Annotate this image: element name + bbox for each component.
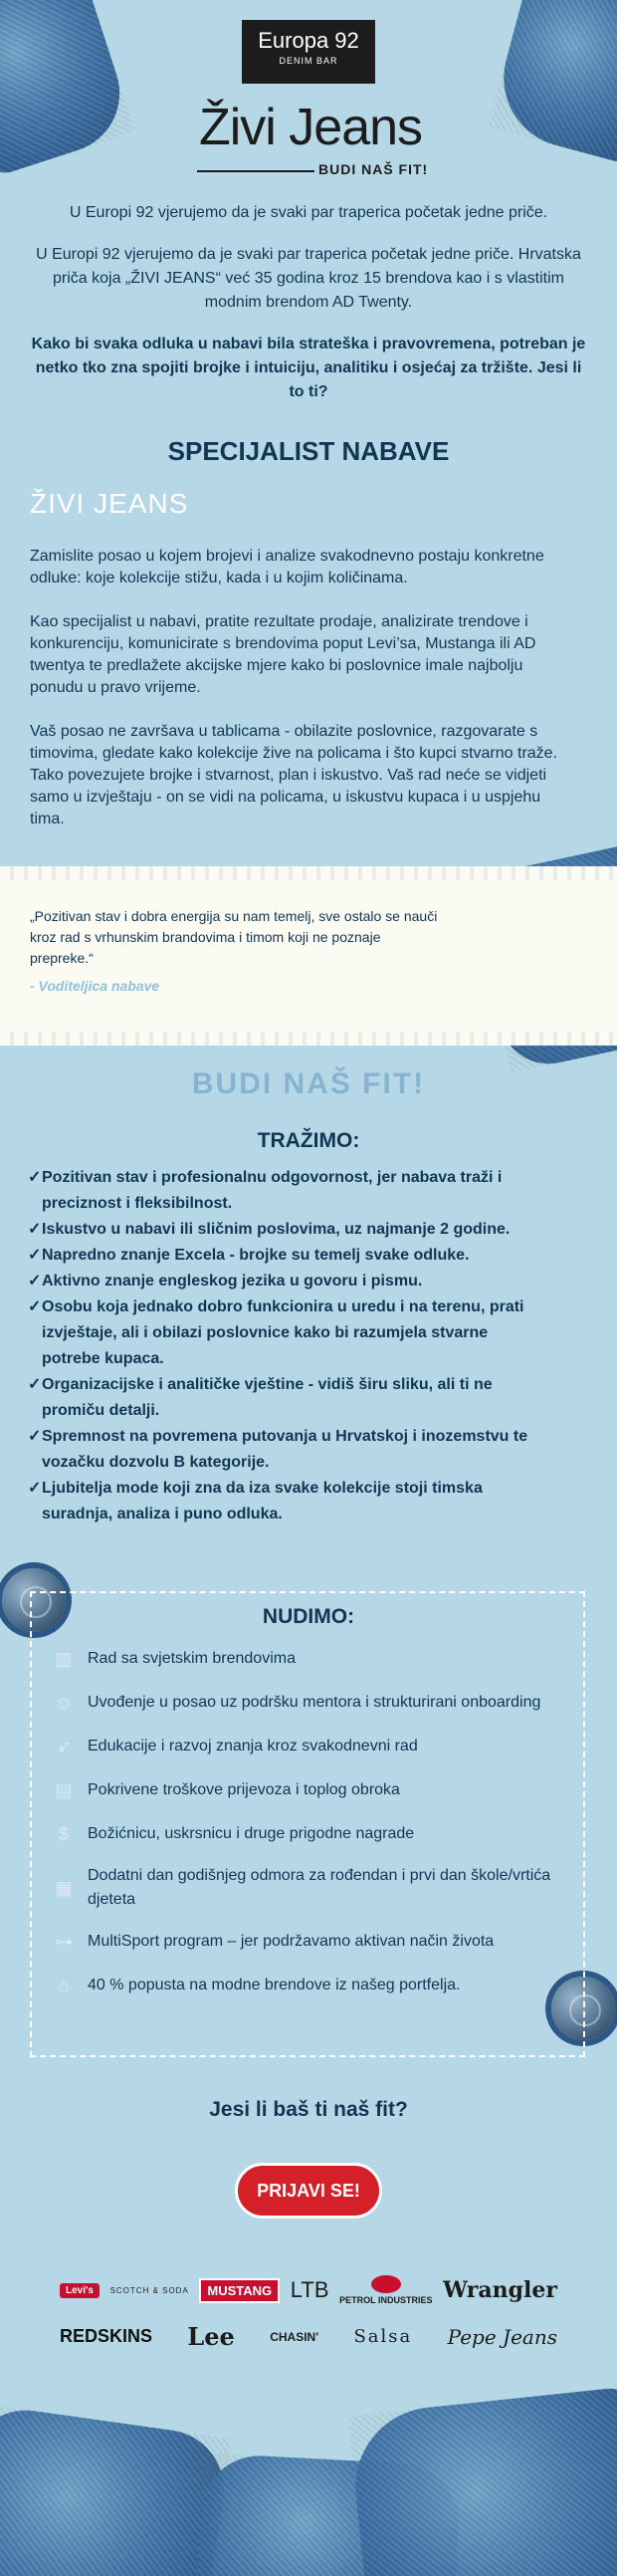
requirements-list bbox=[28, 1165, 545, 1527]
denim-patch-bottom-left bbox=[0, 2403, 232, 2576]
rocket-icon: ➶ bbox=[56, 1736, 72, 1756]
denim-patch-top-right bbox=[489, 0, 617, 166]
description-paragraph-3: Vaš posao ne završava u tablicama - obilazite poslovnice, razgovarate s timovima, gledate kako kolekcije žive na policama i što kupci stvarno traže. Tako povezujete brojke i stvarnost, plan i iskustvo. Vaš rad neće se vidjeti samo u izvještaju - on se vidi na policama, u iskustvu kupaca i u uspjehu tima. bbox=[30, 723, 558, 827]
apply-button[interactable]: PRIJAVI SE! bbox=[235, 2163, 382, 2219]
offer-item: ☺ Uvođenje u posao uz podršku mentora i strukturirani onboarding bbox=[50, 1689, 567, 1717]
requirement-item: ✓Spremnost na povremena putovanja u Hrvatskoj i inozemstvu te vozačku dozvolu B kategorije. bbox=[28, 1424, 545, 1476]
offer-item: ▤ Pokrivene troškove prijevoza i toplog obroka bbox=[50, 1776, 567, 1804]
check-icon: ✓ bbox=[28, 1247, 42, 1264]
offer-item: ⌂ 40 % popusta na modne brendove iz našeg portfelja. bbox=[50, 1972, 567, 1999]
offer-item: ▦ Dodatni dan godišnjeg odmora za rođendan i prvi dan škole/vrtića djeteta bbox=[50, 1864, 567, 1912]
check-icon: ✓ bbox=[28, 1169, 42, 1186]
chart-icon: ▥ bbox=[55, 1648, 73, 1669]
requirements-title: TRAŽIMO: bbox=[257, 1129, 360, 1152]
brand-logos-row-2 bbox=[60, 2322, 557, 2351]
tag-icon: ⌂ bbox=[58, 1975, 70, 1995]
denim-patch-bottom-right bbox=[347, 2385, 617, 2576]
quote-author: - Voditeljica nabave bbox=[30, 978, 160, 994]
redskins-logo[interactable]: REDSKINS bbox=[60, 2326, 153, 2346]
salsa-logo[interactable]: Salsa bbox=[353, 2326, 413, 2347]
check-icon: ✓ bbox=[28, 1298, 42, 1315]
check-icon: ✓ bbox=[28, 1273, 42, 1289]
offer-list bbox=[50, 1645, 567, 2015]
requirement-item: ✓Iskustvo u nabavi ili sličnim poslovima, uz najmanje 2 godine. bbox=[28, 1217, 545, 1243]
requirement-item: ✓Pozitivan stav i profesionalnu odgovornost, jer nabava traži i preciznost i fleksibilnost. bbox=[28, 1165, 545, 1217]
check-icon: ✓ bbox=[28, 1480, 42, 1497]
wrangler-logo[interactable]: Wrangler bbox=[443, 2277, 557, 2303]
offer-title: NUDIMO: bbox=[262, 1605, 355, 1628]
cta-question: Jesi li baš ti naš fit? bbox=[209, 2098, 408, 2121]
offer-item: ⊶ MultiSport program – jer podržavamo aktivan način života bbox=[50, 1928, 567, 1956]
offer-item: $ Božićnicu, uskrsnicu i druge prigodne nagrade bbox=[50, 1820, 567, 1848]
pepe-jeans-logo[interactable]: Pepe Jeans bbox=[447, 2324, 557, 2349]
requirement-item: ✓Organizacijske i analitičke vještine - vidiš širu sliku, ali ti ne promiču detalji. bbox=[28, 1372, 545, 1424]
petrol-logo-mark bbox=[371, 2275, 401, 2293]
requirement-item: ✓Ljubitelja mode koji zna da iza svake kolekcije stoji timska suradnja, analiza i puno odluka. bbox=[28, 1476, 545, 1527]
check-icon: ✓ bbox=[28, 1428, 42, 1445]
requirement-item: ✓Napredno znanje Excela - brojke su temelj svake odluke. bbox=[28, 1243, 545, 1269]
campaign-title: Živi Jeans bbox=[198, 99, 423, 156]
requirement-item: ✓Aktivno znanje engleskog jezika u govoru i pismu. bbox=[28, 1269, 545, 1294]
mustang-logo[interactable]: MUSTANG bbox=[199, 2278, 280, 2303]
logo-subtitle: DENIM BAR bbox=[279, 56, 338, 66]
europa92-logo[interactable] bbox=[242, 20, 375, 84]
tagline: BUDI NAŠ FIT! bbox=[318, 161, 429, 177]
logo-title: Europa 92 bbox=[258, 28, 359, 53]
calendar-icon: ▦ bbox=[55, 1877, 73, 1898]
brand-logos-row-1 bbox=[60, 2275, 557, 2305]
scotch-soda-logo[interactable]: SCOTCH & SODA bbox=[109, 2285, 189, 2295]
intro-question: Kako bi svaka odluka u nabavi bila strateška i pravovremena, potreban je netko tko zna spojiti brojke i intuiciju, analitiku i osjećaj za tržište. Jesi li to ti? bbox=[31, 336, 586, 400]
money-icon: $ bbox=[58, 1823, 69, 1844]
ltb-logo[interactable]: LTB bbox=[290, 2277, 329, 2302]
lee-logo[interactable]: Lee bbox=[187, 2322, 235, 2351]
fit-title: BUDI NAŠ FIT! bbox=[191, 1067, 426, 1100]
intro-story: U Europi 92 vjerujemo da je svaki par traperica početak jedne priče. Hrvatska priča koja „ŽIVI JEANS“ već 35 godina kroz 15 brendova kao i s vlastitim modnim brendom AD Twenty. bbox=[36, 246, 581, 311]
offer-item: ▥ Rad sa svjetskim brendovima bbox=[50, 1645, 567, 1673]
chasin-logo[interactable]: CHASIN' bbox=[270, 2329, 319, 2344]
people-icon: ☺ bbox=[54, 1692, 74, 1713]
tagline-divider bbox=[197, 170, 314, 172]
petrol-industries-logo[interactable]: PETROL INDUSTRIES bbox=[339, 2275, 432, 2305]
job-title: SPECIJALIST NABAVE bbox=[167, 436, 450, 466]
requirement-item: ✓Osobu koja jednako dobro funkcionira u uredu i na terenu, prati izvještaje, ali i obilazi poslovnice kako bi razumjela stvarne potrebe kupaca. bbox=[28, 1294, 545, 1372]
check-icon: ✓ bbox=[28, 1221, 42, 1238]
description-paragraph-2: Kao specijalist u nabavi, pratite rezultate prodaje, analizirate trendove i konkurenciju, komunicirate s brendovima poput Levi’sa, Mustanga ili AD twentya te predlažete akcijske mjere kako bi poslovnice imale najbolju ponudu u pravo vrijeme. bbox=[30, 613, 536, 696]
brand-title: ŽIVI JEANS bbox=[30, 488, 189, 519]
description-paragraph-1: Zamislite posao u kojem brojevi i analize svakodnevno postaju konkretne odluke: koje kolekcije stižu, kada i u kojim količinama. bbox=[30, 548, 544, 586]
dumbbell-icon: ⊶ bbox=[55, 1931, 73, 1952]
intro-line: U Europi 92 vjerujemo da je svaki par traperica početak jedne priče. bbox=[69, 204, 548, 221]
offer-item: ➶ Edukacije i razvoj znanja kroz svakodnevni rad bbox=[50, 1733, 567, 1760]
check-icon: ✓ bbox=[28, 1376, 42, 1393]
denim-patch-top-left bbox=[0, 0, 135, 178]
quote-text: „Pozitivan stav i dobra energija su nam temelj, sve ostalo se nauči kroz rad s vrhunskim brandovima i timom koji ne poznaje prepreke.“ bbox=[30, 908, 438, 966]
wallet-icon: ▤ bbox=[55, 1779, 73, 1800]
levis-logo[interactable]: Levi's bbox=[60, 2283, 100, 2298]
